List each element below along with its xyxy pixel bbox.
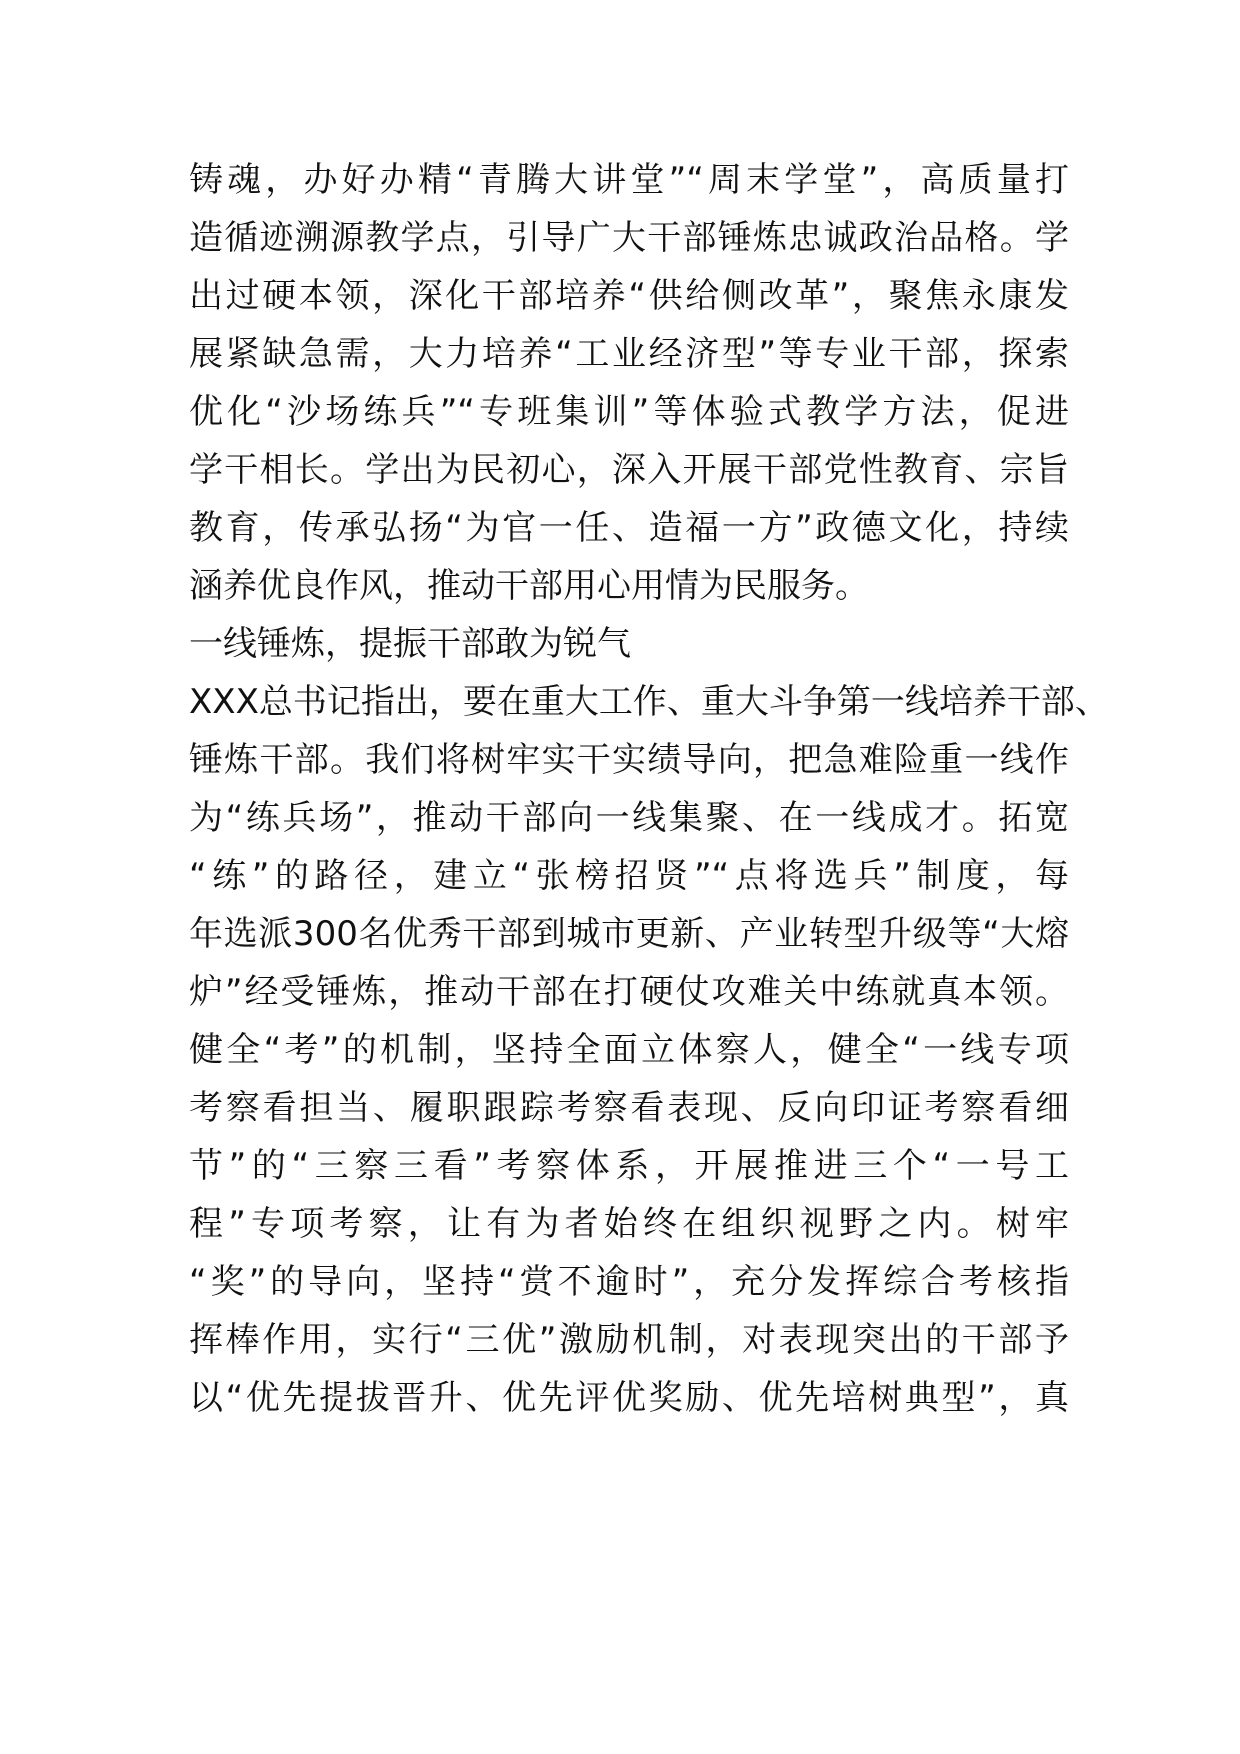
- paragraph-line: 炉”经受锤炼，推动干部在打硬仗攻难关中练就真本领。: [189, 972, 1069, 1012]
- paragraph-line: 学干相长。学出为民初心，深入开展干部党性教育、宗旨: [189, 450, 1069, 490]
- paragraph-line: 出过硬本领，深化干部培养“供给侧改革”，聚焦永康发: [189, 276, 1069, 316]
- paragraph-line: 程”专项考察，让有为者始终在组织视野之内。树牢: [189, 1204, 1069, 1244]
- paragraph-line: 教育，传承弘扬“为官一任、造福一方”政德文化，持续: [189, 508, 1069, 548]
- paragraph-line: XXX总书记指出，要在重大工作、重大斗争第一线培养干部、: [189, 682, 1109, 722]
- paragraph-line: “奖”的导向，坚持“赏不逾时”，充分发挥综合考核指: [189, 1262, 1069, 1302]
- paragraph-line: 健全“考”的机制，坚持全面立体察人，健全“一线专项: [189, 1030, 1069, 1070]
- paragraph-line: 展紧缺急需，大力培养“工业经济型”等专业干部，探索: [189, 334, 1069, 374]
- paragraph-line: 优化“沙场练兵”“专班集训”等体验式教学方法，促进: [189, 392, 1069, 432]
- paragraph-line: 年选派300名优秀干部到城市更新、产业转型升级等“大熔: [189, 914, 1069, 954]
- paragraph-line: 锤炼干部。我们将树牢实干实绩导向，把急难险重一线作: [189, 740, 1069, 780]
- paragraph-line: 节”的“三察三看”考察体系，开展推进三个“一号工: [189, 1146, 1069, 1186]
- paragraph-line: 涵养优良作风，推动干部用心用情为民服务。: [189, 566, 869, 606]
- paragraph-line: 为“练兵场”，推动干部向一线集聚、在一线成才。拓宽: [189, 798, 1069, 838]
- section-heading: 一线锤炼，提振干部敢为锐气: [189, 624, 631, 664]
- paragraph-line: “练”的路径，建立“张榜招贤”“点将选兵”制度，每: [189, 856, 1069, 896]
- paragraph-line: 考察看担当、履职跟踪考察看表现、反向印证考察看细: [189, 1088, 1069, 1128]
- paragraph-line: 铸魂，办好办精“青腾大讲堂”“周末学堂”，高质量打: [189, 160, 1069, 200]
- paragraph-line: 以“优先提拔晋升、优先评优奖励、优先培树典型”，真: [189, 1378, 1069, 1418]
- paragraph-line: 挥棒作用，实行“三优”激励机制，对表现突出的干部予: [189, 1320, 1069, 1360]
- paragraph-line: 造循迹溯源教学点，引导广大干部锤炼忠诚政治品格。学: [189, 218, 1069, 258]
